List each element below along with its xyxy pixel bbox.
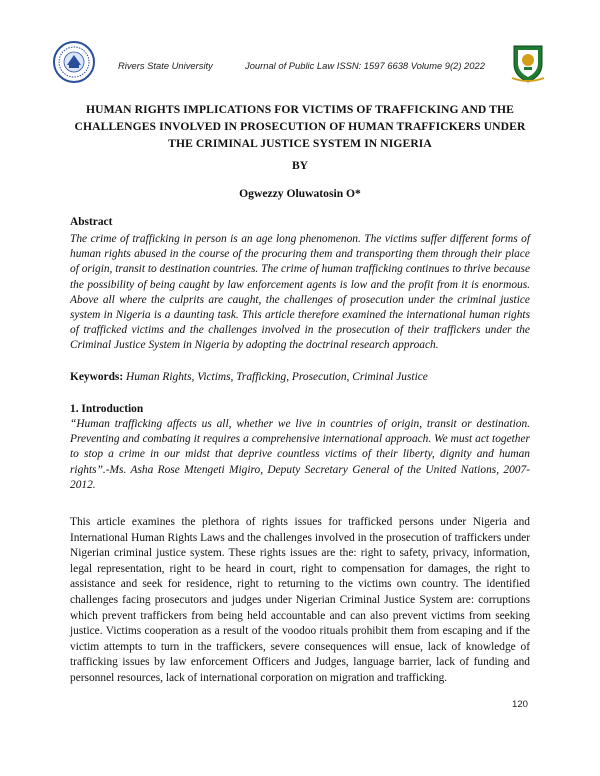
introduction-heading: 1. Introduction (70, 403, 144, 415)
abstract-heading: Abstract (70, 216, 113, 228)
page-number: 120 (512, 699, 529, 710)
abstract-body: The crime of trafficking in person is an age long phenomenon. The victims suffer different forms of human rights abused in the course of the procuring them and transporting them through their place of origin, transit to destination countries. The crime of human trafficking continues to thrive because the possibility of being caught by law enforcement agents is low and the profit from it is enormous. Above all where the culprits are caught, the challenges of prosecution under the criminal justice system in Nigeria is a daunting task. This article therefore examined the international human rights of trafficked victims and the challenges involved in the prosecution of their traffickers under the Criminal Justice System in Nigeria by adopting the doctrinal research approach. (70, 233, 531, 352)
keywords-line (70, 370, 530, 385)
introduction-quote: “Human trafficking affects us all, whether we live in countries of origin, transit or destination. Preventing and combating it requires a comprehensive international approach. We must act together to stop a crime in our midst that deprive countless victims of their liberty, dignity and human rights”.-Ms. Asha Rose Mtengeti Migiro, Deputy Secretary General of the United Nations, 2007-2012. (70, 418, 530, 491)
author-name: Ogwezzy Oluwatosin O* (239, 187, 361, 200)
header-university: Rivers State University (118, 60, 213, 71)
university-crest-logo (508, 40, 548, 84)
page-header (0, 36, 600, 96)
by-label: BY (291, 159, 309, 172)
keywords-label: Keywords: (70, 371, 124, 383)
article-title (60, 101, 540, 152)
keywords-values: Human Rights, Victims, Trafficking, Prosecution, Criminal Justice (126, 371, 428, 383)
header-journal-info: Journal of Public Law ISSN: 1597 6638 Volume 9(2) 2022 (245, 60, 485, 71)
title-line: HUMAN RIGHTS IMPLICATIONS FOR VICTIMS OF TRAFFICKING AND THE (86, 103, 514, 116)
introduction-paragraph: This article examines the plethora of rights issues for trafficked persons under Nigeria and International Human Rights Laws and the challenges involved in the prosecution of traffickers under Nigerian criminal justice system. These rights issues are the: right to safety, privacy, information, legal representation, right to be heard in court, right to compensation for damages, the right to assistance and seek for residence, right to returning to the victims own country. The identified challenges facing prosecutors and judges under Nigerian Criminal Justice System are: corruptions which prevent traffickers from being held accountable and can also prevent victims from seeking justice. Victims cooperation as a result of the voodoo rituals prohibit them from escaping and if the victim attempts to turn in the traffickers, severe consequences will ensue, lack of knowledge of trafficking issues by law enforcement Officers and Judges, language barrier, lack of funding and personnel resources, lack of international corporation on migration and trafficking. (70, 516, 530, 684)
title-line: CHALLENGES INVOLVED IN PROSECUTION OF HUMAN TRAFFICKERS UNDER (74, 120, 526, 133)
title-line: THE CRIMINAL JUSTICE SYSTEM IN NIGERIA (168, 137, 432, 150)
university-seal-logo (52, 40, 96, 84)
